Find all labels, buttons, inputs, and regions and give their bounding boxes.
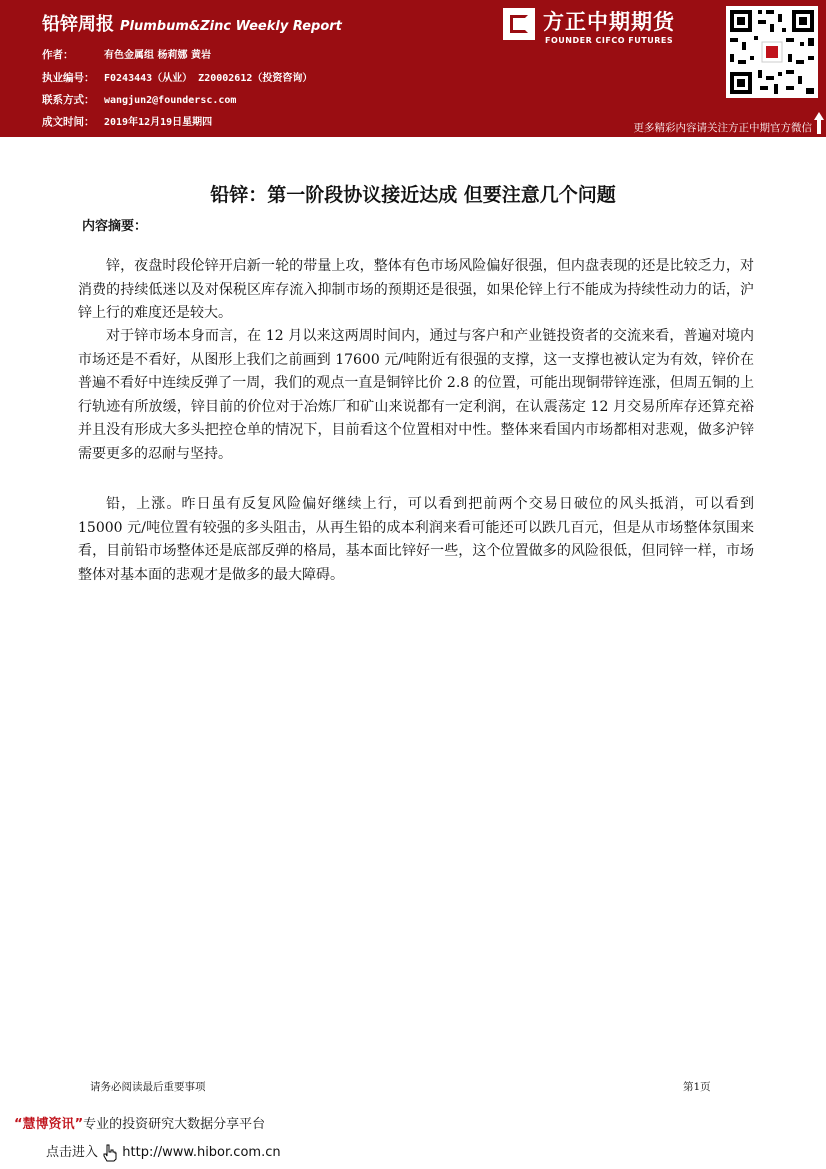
license-value: F0243443（从业） Z20002612（投资咨询）: [104, 73, 313, 84]
author-value: 有色金属组 杨莉娜 黄岩: [104, 50, 211, 61]
paragraph-lead: 铅，上涨。昨日虽有反复风险偏好继续上行，可以看到把前两个交易日破位的风头抵消，可以看到 15000 元/吨位置有较强的多头阻击，从再生铅的成本利润来看可能还可以跌几百元，但是从市场整体氛围来看，目前铅市场整体还是底部反弹的格局，基本面比锌好一些，这个位置做多的风险很低，但同锌一样，市场整体对基本面的悲观才是做多的最大障碍。: [78, 496, 754, 583]
quote-close: ”: [74, 1117, 84, 1132]
enter-label: 点击进入: [46, 1145, 99, 1160]
logo-text-cn: 方正中期期货: [543, 10, 675, 34]
hibor-promo: [14, 1113, 265, 1132]
logo-mark-icon: [503, 8, 535, 40]
contact-email[interactable]: wangjun2@foundersc.com: [104, 95, 237, 106]
author-label: 作者：: [42, 49, 74, 61]
report-title-cn: 铅锌周报: [42, 14, 114, 35]
report-title: [42, 10, 342, 36]
date-value: 2019年12月19日星期四: [104, 117, 213, 128]
quote-open: “: [14, 1117, 23, 1132]
hibor-brand: 慧博资讯: [22, 1117, 75, 1132]
contact-label: 联系方式：: [42, 94, 95, 106]
report-title-en: Plumbum&Zinc Weekly Report: [120, 19, 342, 34]
promo-slogan: 专业的投资研究大数据分享平台: [83, 1117, 266, 1132]
disclaimer-note: 请务必阅读最后重要事项: [90, 1081, 206, 1093]
contact-row: [42, 92, 236, 107]
page-number: 第1页: [683, 1081, 711, 1093]
license-label: 执业编号：: [42, 72, 95, 84]
report-header: [0, 0, 826, 137]
summary-label: 内容摘要：: [82, 219, 148, 234]
paragraph-zinc-overnight: 锌，夜盘时段伦锌开启新一轮的带量上攻，整体有色市场风险偏好很强，但内盘表现的还是比较乏力，对消费的持续低迷以及对保税区库存流入抑制市场的预期还是很强，如果伦锌上行不能成为持续性动力的话，沪锌上行的难度还是较大。: [78, 258, 754, 321]
hibor-url-link[interactable]: http://www.hibor.com.cn: [122, 1145, 281, 1160]
hand-cursor-icon: [102, 1144, 118, 1162]
date-row: [42, 113, 212, 129]
hibor-link-row[interactable]: [46, 1141, 281, 1162]
paragraph-zinc-market: 对于锌市场本身而言，在 12 月以来这两周时间内，通过与客户和产业链投资者的交流来看，普遍对境内市场还是不看好，从图形上我们之前画到 17600 元/吨附近有很强的支撑，这一支撑也被认定为有效，锌价在普遍不看好中连续反弹了一周，我们的观点一直是铜锌比价 2.8 的位置，可能出现铜带锌连涨，但周五铜的上行轨迹有所放缓，锌目前的价位对于冶炼厂和矿山来说都有一定利润，在认震荡定 12 月交易所库存还算充裕并且没有形成大多头把控仓单的情况下，目前看这个位置相对中性。整体来看国内市场都相对悲观，做多沪锌需要更多的忍耐与坚持。: [78, 328, 754, 462]
date-label: 成文时间：: [42, 116, 95, 128]
author-row: [42, 46, 211, 62]
logo-text-en: FOUNDER CIFCO FUTURES: [545, 36, 674, 45]
qr-code-icon[interactable]: [726, 6, 818, 98]
company-logo: [503, 8, 713, 48]
license-row: [42, 69, 312, 85]
arrow-up-icon: [814, 112, 824, 134]
follow-wechat-text: 更多精彩内容请关注方正中期官方微信: [633, 122, 812, 134]
document-title: 铅锌：第一阶段协议接近达成 但要注意几个问题: [210, 184, 616, 206]
